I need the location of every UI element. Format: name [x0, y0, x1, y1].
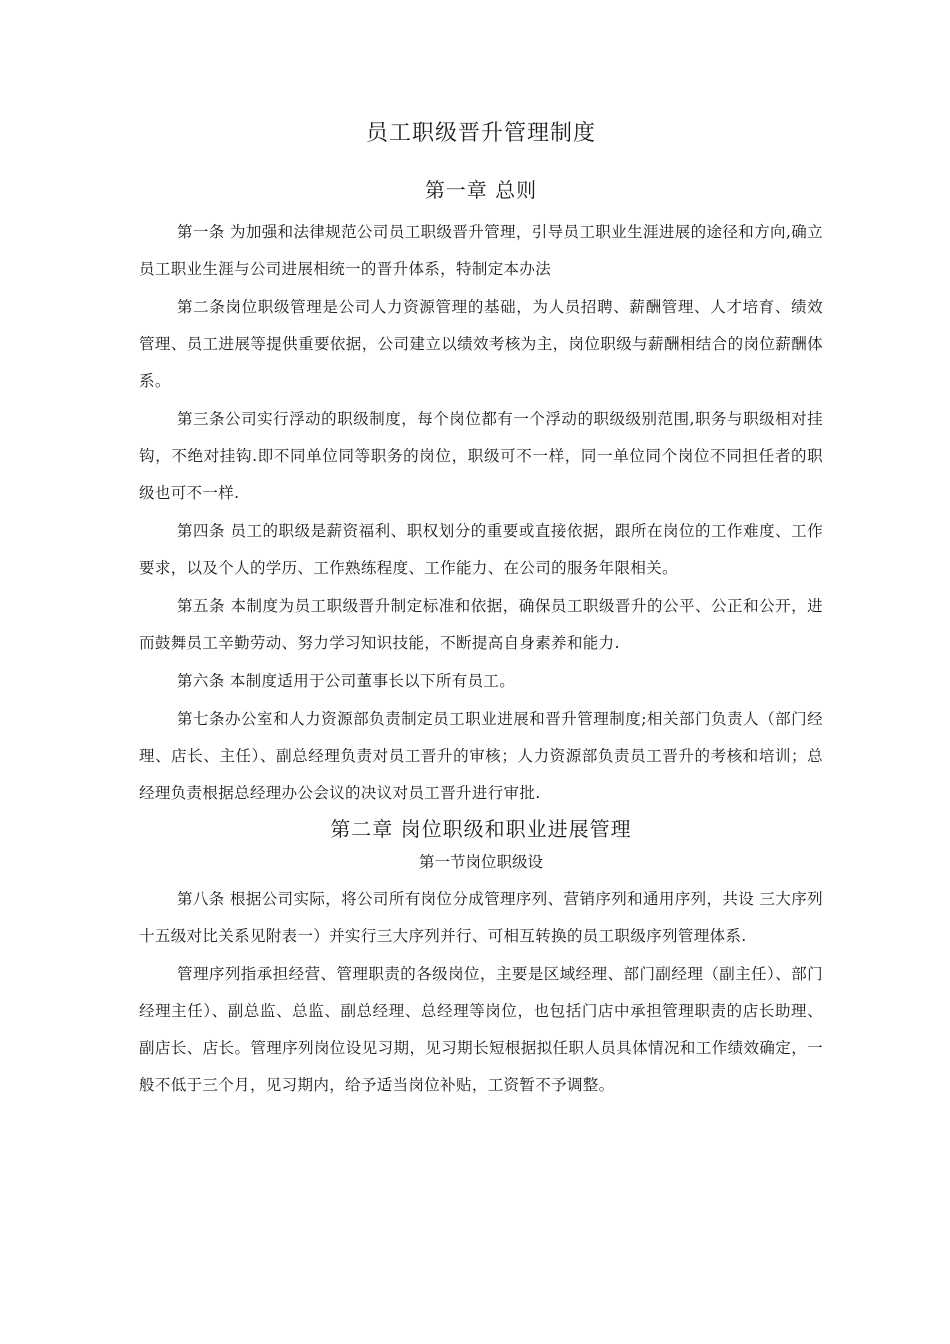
- article-4: 第四条 员工的职级是薪资福利、职权划分的重要或直接依据，跟所在岗位的工作难度、工作要求，以及个人的学历、工作熟练程度、工作能力、在公司的服务年限相关。: [139, 522, 823, 577]
- article-6: 第六条 本制度适用于公司董事长以下所有员工。: [177, 672, 516, 690]
- article-3: 第三条公司实行浮动的职级制度，每个岗位都有一个浮动的职级级别范围,职务与职级相对挂钩，不绝对挂钩.即不同单位同等职务的岗位，职级可不一样，同一单位同个岗位不同担任者的职级也可不一样.: [139, 410, 823, 502]
- article-2: 第二条岗位职级管理是公司人力资源管理的基础，为人员招聘、薪酬管理、人才培育、绩效管理、员工进展等提供重要依据，公司建立以绩效考核为主，岗位职级与薪酬相结合的岗位薪酬体系。: [139, 298, 823, 390]
- article-7: 第七条办公室和人力资源部负责制定员工职业进展和晋升管理制度;相关部门负责人（部门经理、店长、主任）、副总经理负责对员工晋升的审核；人力资源部负责员工晋升的考核和培训；总经理负责根据总经理办公会议的决议对员工晋升进行审批.: [139, 710, 823, 802]
- article-8: 第八条 根据公司实际，将公司所有岗位分成管理序列、营销序列和通用序列，共设 三大序列十五级对比关系见附表一）并实行三大序列并行、可相互转换的员工职级序列管理体系.: [139, 890, 823, 945]
- article-1: 第一条 为加强和法律规范公司员工职级晋升管理，引导员工职业生涯进展的途径和方向,确立员工职业生涯与公司进展相统一的晋升体系，特制定本办法: [139, 223, 823, 278]
- chapter-1-title: 第一章 总则: [424, 178, 538, 202]
- document-title: 员工职级晋升管理制度: [365, 121, 596, 146]
- chapter-2-title: 第二章 岗位职级和职业进展管理: [330, 817, 632, 841]
- article-5: 第五条 本制度为员工职级晋升制定标准和依据，确保员工职级晋升的公平、公正和公开，进而鼓舞员工辛勤劳动、努力学习知识技能，不断提高自身素养和能力.: [139, 597, 823, 652]
- management-sequence-paragraph: 管理序列指承担经营、管理职责的各级岗位，主要是区域经理、部门副经理（副主任）、部门经理主任）、副总监、总监、副总经理、总经理等岗位，也包括门店中承担管理职责的店长助理、副店长、店长。管理序列岗位设见习期，见习期长短根据拟任职人员具体情况和工作绩效确定，一般不低于三个月，见习期内，给予适当岗位补贴，工资暂不予调整。: [139, 965, 823, 1094]
- document-page: [139, 114, 823, 1105]
- section-1-title: 第一节岗位职级设: [418, 853, 543, 871]
